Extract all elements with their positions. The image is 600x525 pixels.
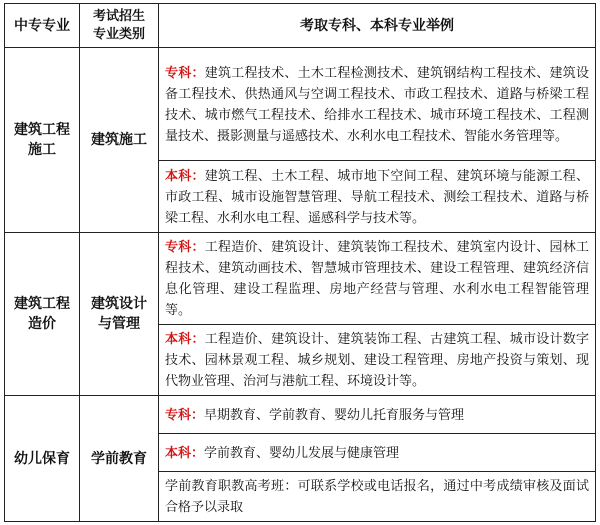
major-cell: 幼儿保育 <box>5 396 80 522</box>
benke-cell <box>159 434 596 472</box>
zhuanke-cell <box>159 48 596 161</box>
benke-label: 本科： <box>165 445 205 461</box>
zhuanke-cell <box>159 396 596 434</box>
major-cell: 建筑工程 施工 <box>5 48 80 233</box>
benke-text: 学前教育、婴幼儿发展与健康管理 <box>204 445 400 461</box>
category-cell: 建筑施工 <box>80 48 159 233</box>
benke-label: 本科： <box>165 168 205 184</box>
zhuanke-text: 工程造价、建筑设计、建筑装饰工程技术、建筑室内设计、园林工程技术、建筑动画技术、智慧城市管理技术、建设工程管理、建筑经济信息化管理、建设工程监理、房地产经营与管理、水利水电工程智能管理等。 <box>165 240 589 318</box>
benke-cell <box>159 161 596 233</box>
benke-cell <box>159 325 596 396</box>
zhuanke-label: 专科： <box>165 407 205 423</box>
zhuanke-label: 专科： <box>165 240 205 255</box>
benke-text: 建筑工程、土木工程、城市地下空间工程、建筑环境与能源工程、市政工程、城市设施智慧管理、导航工程技术、测绘工程技术、道路与桥梁工程、水利水电工程、遥感科学与技术等。 <box>165 168 589 226</box>
zhuanke-text: 早期教育、学前教育、婴幼儿托育服务与管理 <box>204 407 465 423</box>
note-cell <box>159 472 596 522</box>
category-cell: 学前教育 <box>80 396 159 522</box>
zhuanke-cell <box>159 233 596 325</box>
header-row <box>5 4 596 48</box>
zhuanke-text: 建筑工程技术、土木工程检测技术、建筑钢结构工程技术、建筑设备工程技术、供热通风与空调工程技术、市政工程技术、道路与桥梁工程技术、城市燃气工程技术、给排水工程技术、城市环境工程技术、工程测量技术、摄影测量与遥感技术、水利水电工程技术、智能水务管理等。 <box>165 65 589 144</box>
zhuanke-label: 专科： <box>165 65 205 81</box>
category-cell: 建筑设计 与管理 <box>80 233 159 396</box>
majors-table <box>4 3 596 522</box>
table-row <box>5 396 596 434</box>
header-exam-category: 考试招生 专业类别 <box>80 4 159 48</box>
table-row <box>5 233 596 325</box>
benke-text: 工程造价、建筑设计、建筑装饰工程、古建筑工程、城市设计数字技术、园林景观工程、城乡规划、建设工程管理、房地产投资与策划、现代物业管理、治河与港航工程、环境设计等。 <box>165 332 589 389</box>
admission-note: 学前教育职教高考班：可联系学校或电话报名，通过中考成绩审核及面试合格予以录取 <box>165 479 589 515</box>
major-cell: 建筑工程 造价 <box>5 233 80 396</box>
header-secondary-major: 中专专业 <box>5 4 80 48</box>
table-row <box>5 48 596 161</box>
benke-label: 本科： <box>165 332 205 347</box>
header-examples: 考取专科、本科专业举例 <box>159 4 596 48</box>
